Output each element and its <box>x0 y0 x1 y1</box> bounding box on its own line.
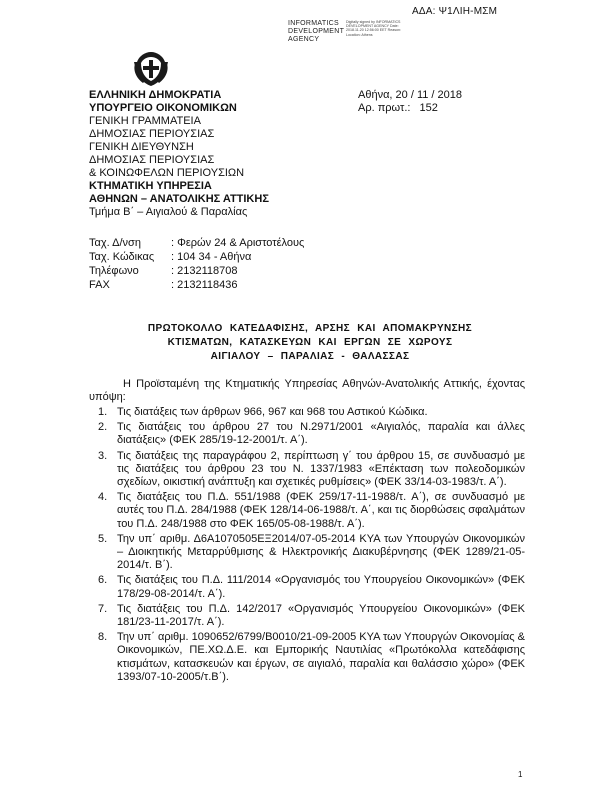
watermark-line: AGENCY <box>288 36 320 43</box>
item-number: 8. <box>98 631 108 644</box>
contact-label: Ταχ. Δ/νση <box>89 237 141 249</box>
item-number: 4. <box>98 491 108 504</box>
contact-value: : 104 34 - Αθήνα <box>171 251 252 263</box>
contact-row-phone <box>89 264 304 278</box>
signature-details: Digitally signed by INFORMATICS DEVELOPMENT AGENCY Date: 2018.11.20 12:56:00 EET Reason: Location: Athens <box>346 20 402 37</box>
intro-paragraph: Η Προϊσταμένη της Κτηματικής Υπηρεσίας Αθηνών-Ανατολικής Αττικής, έχοντας υπόψη: <box>89 378 525 403</box>
protocol-number: 152 <box>419 102 438 114</box>
list-item <box>89 406 525 419</box>
protocol-label: Αρ. πρωτ.: <box>358 102 411 114</box>
item-text: Τις διατάξεις του άρθρου 27 του Ν.2971/2001 «Αιγιαλός, παραλία και άλλες διατάξεις» (ΦΕΚ 285/19-12-2001/τ. Α΄). <box>117 421 525 447</box>
watermark-line: INFORMATICS <box>288 20 340 27</box>
title-line: ΠΡΩΤΟΚΟΛΛΟ ΚΑΤΕΔΑΦΙΣΗΣ, ΑΡΣΗΣ ΚΑΙ ΑΠΟΜΑΚΡΥΝΣΗΣ <box>147 323 473 334</box>
considerations-list <box>89 406 525 686</box>
org-line: ΥΠΟΥΡΓΕΙΟ ΟΙΚΟΝΟΜΙΚΩΝ <box>89 102 237 114</box>
org-line: ΕΛΛΗΝΙΚΗ ΔΗΜΟΚΡΑΤΙΑ <box>89 89 222 101</box>
contact-label: Ταχ. Κώδικας <box>89 251 155 263</box>
org-line: ΔΗΜΟΣΙΑΣ ΠΕΡΙΟΥΣΙΑΣ <box>89 154 215 166</box>
contact-row-postcode <box>89 250 304 264</box>
item-text: Τις διατάξεις των άρθρων 966, 967 και 968 του Αστικού Κώδικα. <box>117 406 428 418</box>
contact-row-fax <box>89 278 304 292</box>
item-number: 3. <box>98 449 108 462</box>
org-line: ΑΘΗΝΩΝ – ΑΝΑΤΟΛΙΚΗΣ ΑΤΤΙΚΗΣ <box>89 193 269 205</box>
contact-value: : Φερών 24 & Αριστοτέλους <box>171 237 305 249</box>
ada-code: ΑΔΑ: Ψ1ΛΙΗ-ΜΣΜ <box>412 6 498 17</box>
list-item <box>89 603 525 629</box>
protocol-line <box>358 102 462 115</box>
item-text: Την υπ΄ αριθμ. Δ6Α1070505ΕΞ2014/07-05-2014 ΚΥΑ των Υπουργών Οικονομικών – Διοικητικής Μεταρρύθμισης & Ηλεκτρονικής Διακυβέρνησης (ΦΕΚ 1289/21-05-2014/τ. Β΄). <box>117 532 525 572</box>
list-item <box>89 631 525 684</box>
contact-label: FAX <box>89 279 110 291</box>
item-number: 6. <box>98 574 108 587</box>
title-line: ΚΤΙΣΜΑΤΩΝ, ΚΑΤΑΣΚΕΥΩΝ ΚΑΙ ΕΡΓΩΝ ΣΕ ΧΩΡΟΥΣ <box>167 337 453 348</box>
item-text: Τις διατάξεις του Π.Δ. 111/2014 «Οργανισμός του Υπουργείου Οικονομικών» (ΦΕΚ 178/29-08-2014/τ. Α΄). <box>117 574 525 600</box>
contact-value: : 2132118436 <box>171 279 238 291</box>
document-title <box>80 322 540 364</box>
list-item <box>89 574 525 600</box>
date-line: Αθήνα, 20 / 11 / 2018 <box>358 89 463 101</box>
date-block <box>358 89 462 115</box>
org-line: & ΚΟΙΝΩΦΕΛΩΝ ΠΕΡΙΟΥΣΙΩΝ <box>89 167 245 179</box>
signature-watermark <box>288 20 344 44</box>
item-text: Την υπ΄ αριθμ. 1090652/6799/Β0010/21-09-2005 ΚΥΑ των Υπουργών Οικονομίας & Οικονομικών, ΠΕ.ΧΩ.Δ.Ε. και Εμπορικής Ναυτιλίας «Πρωτόκολλα κατεδάφισης κτισμάτων, κατασκευών και έργων, σε αιγιαλό, παραλία και θαλάσσιο χώρο» (ΦΕΚ 1393/07-10-2005/τ.Β΄). <box>117 631 525 683</box>
list-item <box>89 421 525 447</box>
item-number: 5. <box>98 532 108 545</box>
org-line: ΓΕΝΙΚΗ ΔΙΕΥΘΥΝΣΗ <box>89 141 194 153</box>
list-item <box>89 533 525 573</box>
item-text: Τις διατάξεις της παραγράφου 2, περίπτωση γ΄ του άρθρου 15, σε συνδυασμό με τις διατάξεις του άρθρου 23 του Ν. 1337/1983 «Επέκταση των πολεοδομικών σχεδίων, οικιστική ανάπτυξη και σχετικές ρυθμίσεις» (ΦΕΚ 33/14-03-1983/τ. Α΄). <box>117 449 525 489</box>
contact-value: : 2132118708 <box>171 265 238 277</box>
issuing-authority <box>89 89 269 219</box>
title-line: ΑΙΓΙΑΛΟΥ – ΠΑΡΑΛΙΑΣ - ΘΑΛΑΣΣΑΣ <box>210 351 410 362</box>
org-line: ΓΕΝΙΚΗ ΓΡΑΜΜΑΤΕΙΑ <box>89 115 201 127</box>
item-text: Τις διατάξεις του Π.Δ. 142/2017 «Οργανισμός Υπουργείου Οικονομικών» (ΦΕΚ 181/23-11-2017/τ. Α΄). <box>117 602 525 629</box>
item-number: 1. <box>98 406 108 418</box>
org-line: ΔΗΜΟΣΙΑΣ ΠΕΡΙΟΥΣΙΑΣ <box>89 128 215 140</box>
item-number: 7. <box>98 602 108 615</box>
item-number: 2. <box>98 421 108 434</box>
item-text: Τις διατάξεις του Π.Δ. 551/1988 (ΦΕΚ 259/17-11-1988/τ. Α΄), σε συνδυασμό με αυτές του Π.Δ. 284/1988 (ΦΕΚ 128/14-06-1988/τ. Α΄, και τις διορθώσεις σφαλμάτων του Π.Δ. 248/1988 στο ΦΕΚ 165/05-08-1988/τ. Α΄). <box>117 491 525 530</box>
contact-details <box>89 236 304 292</box>
contact-row-address <box>89 236 304 250</box>
page-number: 1 <box>518 770 523 779</box>
list-item <box>89 450 525 490</box>
watermark-line: DEVELOPMENT <box>288 28 345 35</box>
org-line: ΚΤΗΜΑΤΙΚΗ ΥΠΗΡΕΣΙΑ <box>89 180 212 192</box>
contact-label: Τηλέφωνο <box>89 265 139 277</box>
greek-emblem-icon <box>131 50 171 93</box>
org-line: Τμήμα Β΄ – Αιγιαλού & Παραλίας <box>89 206 248 218</box>
list-item <box>89 491 525 531</box>
